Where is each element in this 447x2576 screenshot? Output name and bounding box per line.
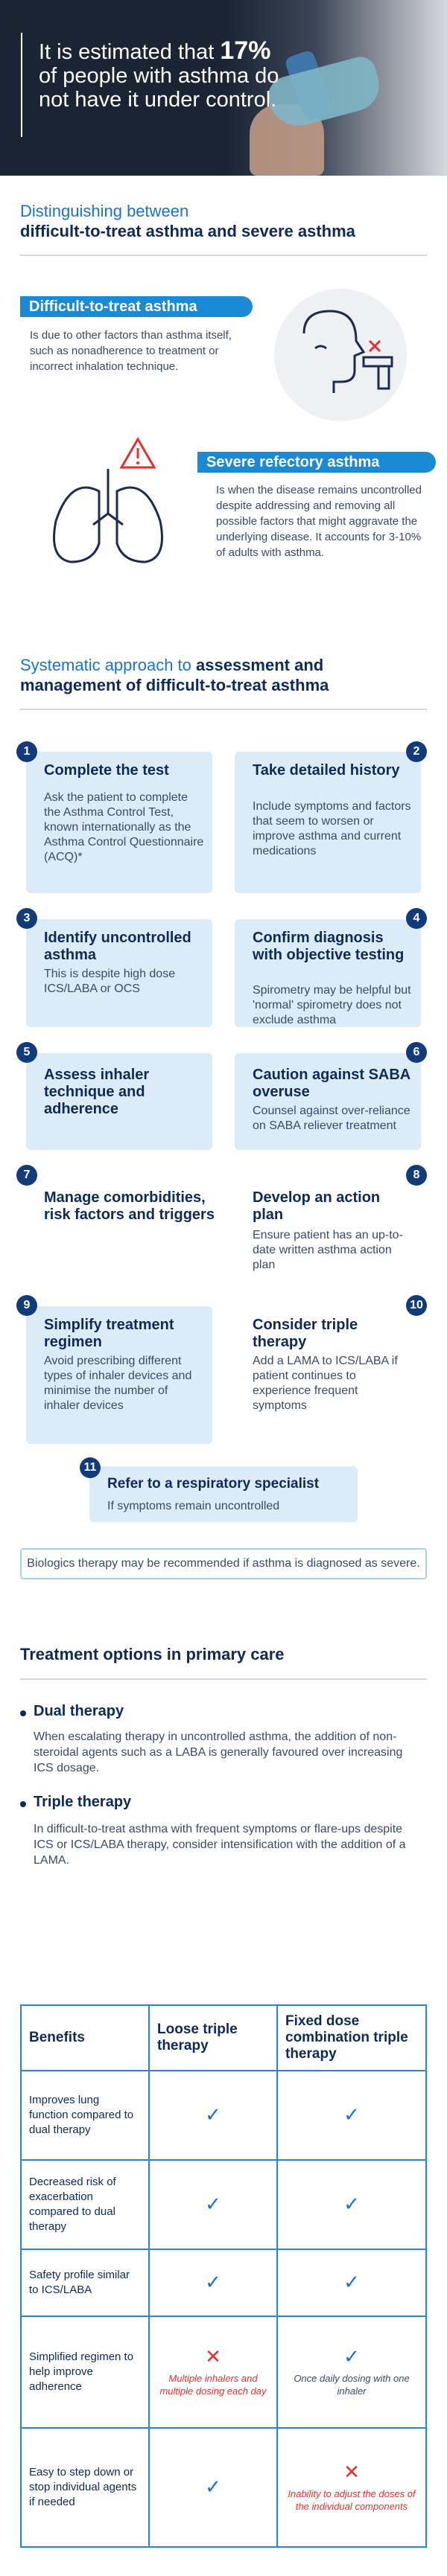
triple-therapy-desc: In difficult-to-treat asthma with frequent symptoms or flare-ups despite ICS or ICS/LABA therapy, consider intensification with the addition of a LAMA.	[34, 1823, 406, 1867]
step-desc: If symptoms remain uncontrolled	[107, 1500, 280, 1512]
systematic-title: Systematic approach to assessment and management of difficult-to-treat asthma	[20, 656, 329, 694]
difficult-asthma-tag: Difficult-to-treat asthma	[20, 296, 253, 317]
cross-icon: ✕	[205, 2345, 221, 2368]
loose-cell	[149, 2428, 277, 2547]
difficult-asthma-desc: Is due to other factors than asthma itself, such as nonadherence to treatment or incorrect inhalation technique.	[30, 329, 232, 373]
step-card-3	[26, 919, 212, 1027]
fixed-cell	[277, 2160, 426, 2249]
step-number-8: 8	[406, 1165, 427, 1186]
step-card-8	[235, 1176, 421, 1280]
benefit-cell: Decreased risk of exacerbation compared to dual therapy	[21, 2160, 149, 2249]
dual-therapy-desc: When escalating therapy in uncontrolled asthma, the addition of non-steroidal agents such as a LABA is generally favoured over increasing ICS dosage.	[34, 1730, 403, 1774]
loose-cell	[149, 2249, 277, 2316]
step-title: Caution against SABA overuse	[253, 1067, 410, 1100]
benefits-table	[20, 2004, 427, 2548]
fixed-cell	[277, 2249, 426, 2316]
step-number-3: 3	[16, 908, 37, 929]
step-desc: Ensure patient has an up-to-date written asthma action plan	[253, 1229, 403, 1271]
face-inhaler-icon	[274, 289, 407, 421]
divider	[20, 255, 427, 256]
step-number-7: 7	[16, 1165, 37, 1186]
check-icon: ✓	[205, 2271, 221, 2293]
table-row	[21, 2316, 426, 2428]
step-number-1: 1	[16, 741, 37, 762]
benefit-cell: Safety profile similar to ICS/LABA	[21, 2249, 149, 2316]
step-title: Develop an action plan	[253, 1189, 381, 1223]
check-icon: ✓	[343, 2193, 360, 2215]
table-row	[21, 2160, 426, 2249]
step-card-11	[89, 1466, 358, 1522]
severe-asthma-desc: Is when the disease remains uncontrolled despite addressing and removing all possible factors that might aggravate the underlying disease. It accounts for 3-10% of adults with asthma.	[216, 484, 422, 559]
step-desc: Spirometry may be helpful but 'normal' spirometry does not exclude asthma	[253, 984, 411, 1026]
header-loose: Loose triple therapy	[149, 2005, 277, 2071]
benefit-cell: Improves lung function compared to dual therapy	[21, 2071, 149, 2160]
step-title: Assess inhaler technique and adherence	[44, 1067, 150, 1117]
step-card-4	[235, 919, 421, 1027]
header-benefits: Benefits	[21, 2005, 149, 2071]
divider	[20, 1678, 427, 1680]
step-number-5: 5	[16, 1042, 37, 1063]
bullet	[20, 1801, 26, 1807]
dual-therapy-title: Dual therapy	[34, 1703, 124, 1719]
step-title: Identify uncontrolled asthma	[44, 930, 191, 963]
step-desc: This is despite high dose ICS/LABA or OCS	[44, 968, 176, 995]
step-number-2: 2	[406, 741, 427, 762]
divider	[20, 709, 427, 710]
check-icon: ✓	[205, 2103, 221, 2126]
step-title: Manage comorbidities, risk factors and triggers	[44, 1189, 215, 1223]
step-desc: Include symptoms and factors that seem to worsen or improve asthma and current medications	[253, 800, 411, 857]
fixed-cell	[277, 2428, 426, 2547]
step-card-2	[235, 752, 421, 893]
table-header-row	[21, 2005, 426, 2071]
distinguish-title: Distinguishing between difficult-to-treat asthma and severe asthma	[20, 202, 355, 240]
severe-asthma-tag: Severe refectory asthma	[197, 452, 436, 473]
step-number-10: 10	[406, 1295, 427, 1316]
loose-cell	[149, 2071, 277, 2160]
step-card-10	[235, 1306, 421, 1444]
fixed-cell	[277, 2071, 426, 2160]
table-row	[21, 2428, 426, 2547]
step-title: Consider triple therapy	[253, 1317, 358, 1350]
benefit-cell: Simplified regimen to help improve adherence	[21, 2316, 149, 2428]
loose-cell	[149, 2160, 277, 2249]
treatment-title: Treatment options in primary care	[20, 1645, 285, 1663]
step-number-4: 4	[406, 908, 427, 929]
table-row	[21, 2071, 426, 2160]
header-fixed: Fixed dose combination triple therapy	[277, 2005, 426, 2071]
step-title: Confirm diagnosis with objective testing	[253, 930, 405, 963]
benefit-cell: Easy to step down or stop individual agents if needed	[21, 2428, 149, 2547]
cross-icon: ✕	[343, 2461, 360, 2483]
step-number-6: 6	[406, 1042, 427, 1063]
step-number-11: 11	[80, 1457, 101, 1478]
loose-note: Multiple inhalers and multiple dosing each day	[159, 2373, 267, 2397]
step-card-7	[26, 1176, 215, 1280]
check-icon: ✓	[205, 2193, 221, 2215]
hero-accent-line	[21, 33, 27, 137]
biologics-note: Biologics therapy may be recommended if asthma is diagnosed as severe.	[20, 1548, 427, 1579]
fixed-note: Inability to adjust the doses of the individual components	[288, 2488, 416, 2512]
fixed-note: Once daily dosing with one inhaler	[294, 2373, 410, 2397]
loose-cell	[149, 2316, 277, 2428]
check-icon: ✓	[343, 2103, 360, 2126]
step-title: Take detailed history	[253, 762, 400, 779]
step-card-1	[26, 752, 212, 893]
step-title: Complete the test	[44, 762, 169, 779]
check-icon: ✓	[205, 2476, 221, 2498]
step-card-6	[235, 1053, 421, 1150]
step-title: Refer to a respiratory specialist	[107, 1476, 320, 1492]
hero-headline: It is estimated that 17% of people with asthma do not have it under control.	[39, 36, 279, 112]
step-title: Simplify treatment regimen	[44, 1317, 174, 1350]
step-card-5	[26, 1053, 212, 1150]
table-row	[21, 2249, 426, 2316]
bullet	[20, 1710, 26, 1716]
step-number-9: 9	[16, 1295, 37, 1316]
triple-therapy-title: Triple therapy	[34, 1794, 132, 1810]
step-desc: Avoid prescribing different types of inhaler devices and minimise the number of inhaler devices	[44, 1355, 192, 1412]
step-desc: Add a LAMA to ICS/LABA if patient continues to experience frequent symptoms	[253, 1355, 398, 1412]
check-icon: ✓	[343, 2271, 360, 2293]
lungs-icon	[41, 432, 175, 573]
fixed-cell	[277, 2316, 426, 2428]
check-icon: ✓	[343, 2345, 360, 2368]
step-desc: Counsel against over-reliance on SABA reliever treatment	[253, 1105, 410, 1132]
step-desc: Ask the patient to complete the Asthma Control Test, known internationally as the Asthma Control Questionnaire (ACQ)*	[44, 791, 204, 863]
step-card-9	[26, 1306, 212, 1444]
hero-banner	[0, 0, 447, 176]
